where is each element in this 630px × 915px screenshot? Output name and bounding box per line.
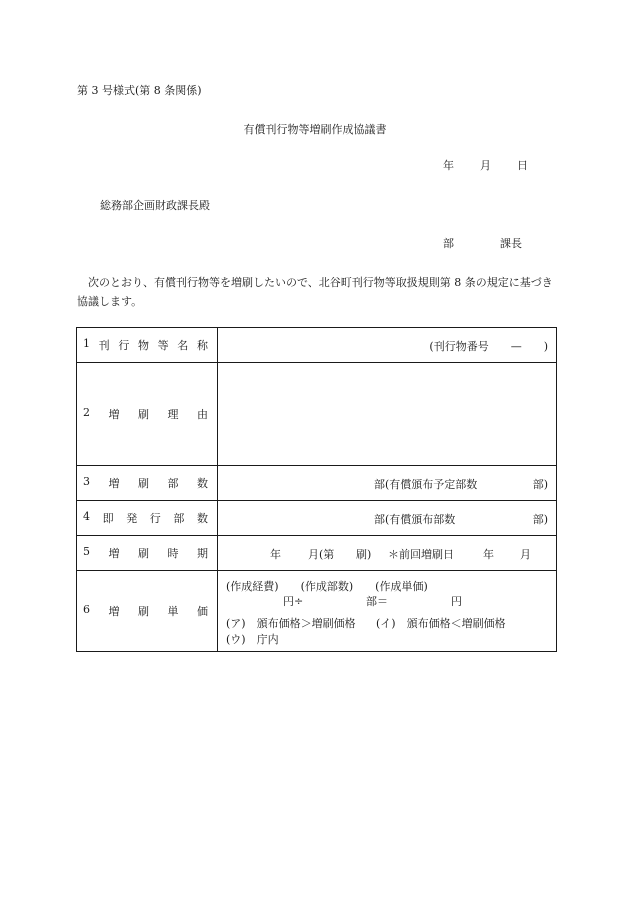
- row-label: [77, 571, 218, 652]
- row-label: [77, 501, 218, 536]
- row-label-char: 刷: [138, 547, 149, 560]
- previous-month: 月: [520, 548, 531, 561]
- reprint-timing-cell[interactable]: [218, 536, 557, 571]
- unit-price-cell[interactable]: [218, 571, 557, 652]
- publication-number: (刊行物番号 — ): [429, 340, 548, 353]
- row-number: 3: [83, 475, 90, 488]
- row-number: 6: [83, 603, 90, 616]
- date-line: [443, 159, 528, 173]
- row-label-char: 増: [108, 605, 120, 618]
- row-label-char: 刷: [138, 408, 149, 421]
- row-label: [77, 466, 218, 501]
- row-label-char: 期: [197, 547, 208, 560]
- sender-title: 課長: [500, 237, 522, 250]
- paid-copies: 部(有償頒布部数: [374, 513, 456, 526]
- row-label-char: 即: [102, 512, 114, 525]
- row-number: 1: [83, 337, 90, 350]
- row-number: 4: [83, 510, 90, 523]
- row-label-char: 称: [196, 339, 208, 352]
- row-label-char: 増: [108, 408, 120, 421]
- formula-copies-eq: 部＝: [366, 595, 388, 608]
- row-number: 2: [83, 406, 90, 419]
- row-label-char: 刷: [138, 605, 149, 618]
- row-label-char: 数: [196, 512, 208, 525]
- row-label-char: 発: [126, 512, 138, 525]
- row-label-char: 刊: [98, 339, 110, 352]
- cost-headers: (作成経費) (作成部数) (作成単価): [226, 580, 428, 593]
- row-label-char: 行: [118, 339, 130, 352]
- table-row: [77, 501, 557, 536]
- row-label-char: 単: [167, 605, 179, 618]
- timing-year: 年: [270, 548, 281, 561]
- row-label-char: 行: [149, 512, 161, 525]
- reprint-count-cell[interactable]: [218, 466, 557, 501]
- row-label-char: 価: [197, 605, 208, 618]
- planned-paid-copies: 部(有償頒布予定部数: [374, 478, 478, 491]
- form-number: 第 3 号様式(第 8 条関係): [77, 84, 202, 97]
- row-label-char: 時: [167, 547, 179, 560]
- row-label-char: 部: [173, 512, 185, 525]
- row-label-char: 等: [157, 339, 169, 352]
- table-row: [77, 328, 557, 363]
- row-label: [77, 328, 218, 363]
- previous-year: 年: [483, 548, 494, 561]
- row-label-char: 理: [167, 408, 179, 421]
- document-title: 有償刊行物等増刷作成協議書: [243, 123, 387, 136]
- formula-yen: 円: [451, 595, 462, 608]
- previous-reprint-date: ＊前回増刷日: [388, 548, 454, 561]
- row-label: [77, 536, 218, 571]
- planned-paid-copies-close: 部): [532, 478, 548, 491]
- table-row: [77, 536, 557, 571]
- formula-yen-div: 円÷: [283, 595, 304, 608]
- option-u: (ウ) 庁内: [226, 633, 279, 646]
- row-label-char: 数: [197, 477, 208, 490]
- row-label-char: 部: [167, 477, 179, 490]
- option-a: (ア) 頒布価格＞増刷価格: [226, 617, 356, 630]
- row-number: 5: [83, 545, 90, 558]
- date-year: 年: [443, 159, 454, 172]
- reason-cell[interactable]: [218, 363, 557, 466]
- publication-name-cell[interactable]: [218, 328, 557, 363]
- option-i: (イ) 頒布価格＜増刷価格: [376, 617, 506, 630]
- table-row: [77, 571, 557, 652]
- body-text: [77, 273, 555, 311]
- table-row: [77, 363, 557, 466]
- row-label-char: 物: [137, 339, 149, 352]
- immediate-copies-cell[interactable]: [218, 501, 557, 536]
- row-label-char: 刷: [138, 477, 149, 490]
- timing-month: 月(第: [308, 548, 335, 561]
- date-month: 月: [480, 159, 491, 172]
- row-label: [77, 363, 218, 466]
- addressee: 総務部企画財政課長殿: [100, 199, 210, 212]
- row-label-char: 由: [197, 408, 208, 421]
- date-day: 日: [517, 159, 528, 172]
- form-table: [76, 327, 557, 652]
- row-label-char: 増: [108, 477, 120, 490]
- row-label-char: 名: [177, 339, 189, 352]
- row-label-char: 増: [108, 547, 120, 560]
- table-row: [77, 466, 557, 501]
- body-paragraph: 次のとおり、有償刊行物等を増刷したいので、北谷町刊行物等取扱規則第 8 条の規定に基づき協議します。: [77, 276, 553, 308]
- timing-print: 刷): [356, 548, 372, 561]
- sender-department: 部: [443, 237, 454, 250]
- sender: [443, 237, 522, 251]
- paid-copies-close: 部): [532, 513, 548, 526]
